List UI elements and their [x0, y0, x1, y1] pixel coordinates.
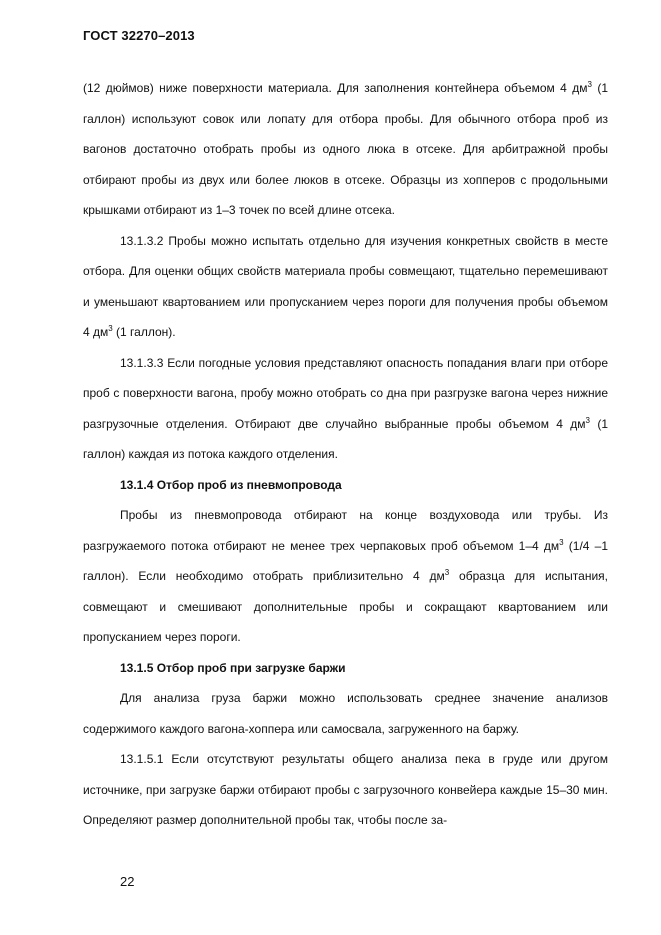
- paragraph-13-1-5-1: 13.1.5.1 Если отсутствуют результаты общего анализа пека в груде или другом источнике, при загрузке баржи отбирают пробы с загрузочного конвейера каждые 15–30 мин. Определяют размер дополнительной пробы так, чтобы после за-: [83, 752, 608, 827]
- paragraph-text: (1 галлон).: [112, 325, 176, 339]
- paragraph-text: образца для испытания, совмещают и смешивают дополнительные пробы и сокращают квартованием или пропусканием через пороги.: [83, 569, 608, 644]
- paragraph-text: (12 дюймов) ниже поверхности материала. Для заполнения контейнера объемом 4 дм: [83, 81, 588, 95]
- document-code-header: ГОСТ 32270–2013: [83, 28, 195, 43]
- paragraph-text: (1 галлон) используют совок или лопату для отбора пробы. Для обычного отбора проб из вагонов достаточно отобрать пробы из одного люка в отсеке. Для арбитражной пробы отбирают пробы из двух или более люков в отсеке. Образцы из хопперов с продольными крышками отбирают из 1–3 точек по всей длине отсека.: [83, 81, 608, 217]
- section-heading-13-1-5: 13.1.5 Отбор проб при загрузке баржи: [120, 660, 346, 675]
- superscript-cube: 3: [559, 537, 564, 547]
- superscript-cube: 3: [585, 415, 590, 425]
- superscript-cube: 3: [108, 324, 113, 333]
- body-text: [83, 73, 608, 836]
- paragraph-13-1-3-3: [83, 348, 608, 470]
- paragraph-barge-analysis: Для анализа груза баржи можно использовать среднее значение анализов содержимого каждого вагона-хоппера или самосвала, загруженного на баржу.: [83, 691, 608, 736]
- paragraph-13-1-3-2: [83, 226, 608, 348]
- paragraph-pneumatic-sampling: [83, 500, 608, 653]
- superscript-cube: 3: [587, 80, 592, 89]
- paragraph-text: (1/4 –1 галлон). Если необходимо отобрать приблизительно 4 дм: [83, 538, 608, 583]
- paragraph-text: 13.1.3.2 Пробы можно испытать отдельно для изучения конкретных свойств в месте отбора. Для оценки общих свойств материала пробы совмещают, тщательно перемешивают и уменьшают квартованием или пропусканием через пороги для получения пробы объемом 4 дм: [83, 233, 608, 339]
- paragraph-continuation: [83, 73, 608, 226]
- paragraph-text: 13.1.3.3 Если погодные условия представляют опасность попадания влаги при отборе проб с поверхности вагона, пробу можно отобрать со дна при разгрузке вагона через нижние разгрузочные отделения. Отбирают две случайно выбранные пробы объемом 4 дм: [83, 355, 608, 431]
- paragraph-text: (1 галлон) каждая из потока каждого отделения.: [83, 416, 608, 461]
- paragraph-text: Пробы из пневмопровода отбирают на конце воздуховода или трубы. Из разгружаемого потока отбирают не менее трех черпаковых проб объемом 1–4 дм: [83, 508, 608, 553]
- page-number: 22: [120, 874, 135, 889]
- superscript-cube: 3: [444, 568, 450, 577]
- section-heading-13-1-4: 13.1.4 Отбор проб из пневмопровода: [120, 477, 342, 492]
